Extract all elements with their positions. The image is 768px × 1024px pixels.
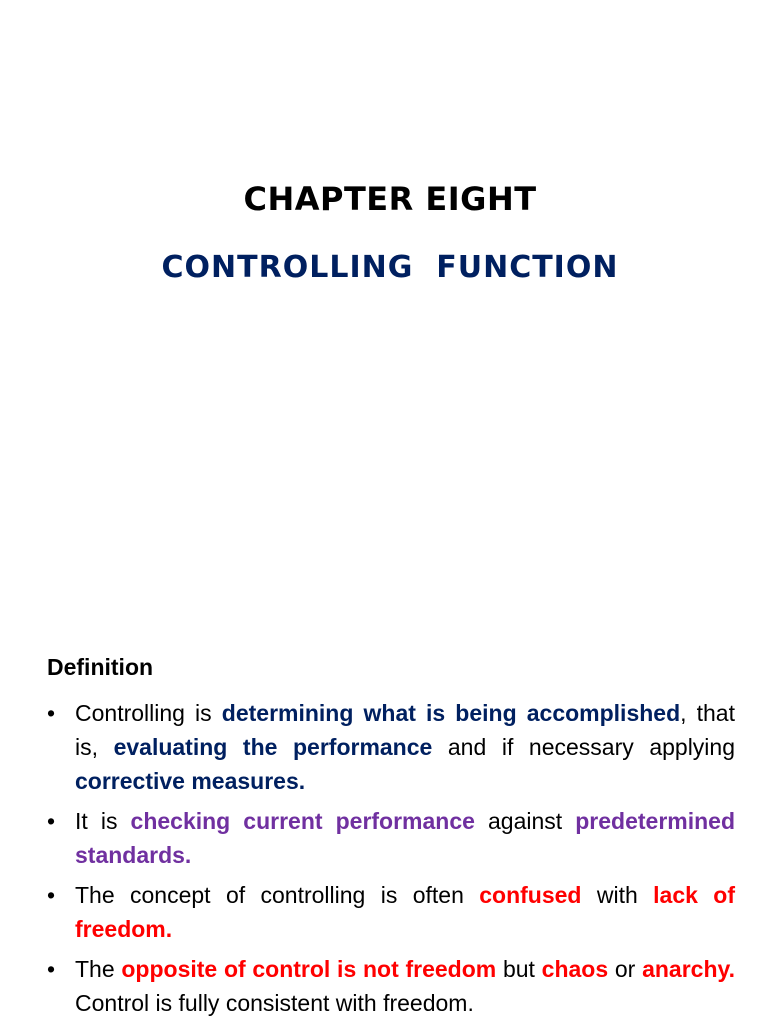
bullet-item: [47, 696, 735, 798]
bullet-highlight: opposite of control is not freedom: [121, 956, 497, 982]
definition-bullet-list: [47, 696, 748, 1024]
bullet-item: [47, 804, 735, 872]
bullet-text: with: [581, 882, 654, 908]
chapter-subtitle: CONTROLLING FUNCTION: [161, 250, 619, 285]
bullet-text: It is: [75, 808, 131, 834]
bullet-highlight: evaluating the performance: [113, 734, 433, 760]
bullet-text: Controlling is: [75, 700, 222, 726]
definition-heading: Definition: [47, 654, 154, 680]
bullet-text: but: [496, 956, 542, 982]
bullet-text: or: [608, 956, 643, 982]
bullet-item: [47, 878, 735, 946]
bullet-text: and if necessary applying: [432, 734, 735, 760]
bullet-text: , that is,: [75, 700, 735, 760]
bullet-highlight: predetermined standards.: [75, 808, 735, 868]
chapter-title: CHAPTER EIGHT: [243, 180, 537, 218]
bullet-highlight: determining what is being accomplished: [221, 700, 681, 726]
bullet-text: against: [474, 808, 576, 834]
bullet-highlight: lack of freedom.: [75, 882, 736, 942]
bullet-item: [47, 952, 748, 1020]
bullet-text: The: [75, 956, 122, 982]
bullet-highlight: anarchy.: [642, 956, 735, 982]
definition-slide: [0, 640, 768, 1024]
bullet-dot-icon: •: [47, 700, 56, 726]
bullet-highlight: corrective measures.: [75, 768, 306, 794]
bullet-dot-icon: •: [47, 882, 56, 908]
bullet-dot-icon: •: [47, 808, 56, 834]
bullet-text: The concept of controlling is often: [75, 882, 480, 908]
bullet-dot-icon: •: [47, 956, 56, 982]
bullet-highlight: chaos: [541, 956, 609, 982]
bullet-highlight: confused: [479, 882, 582, 908]
bullet-highlight: checking current performance: [130, 808, 475, 834]
bullet-text: Control is fully consistent with freedom.: [75, 956, 748, 1016]
